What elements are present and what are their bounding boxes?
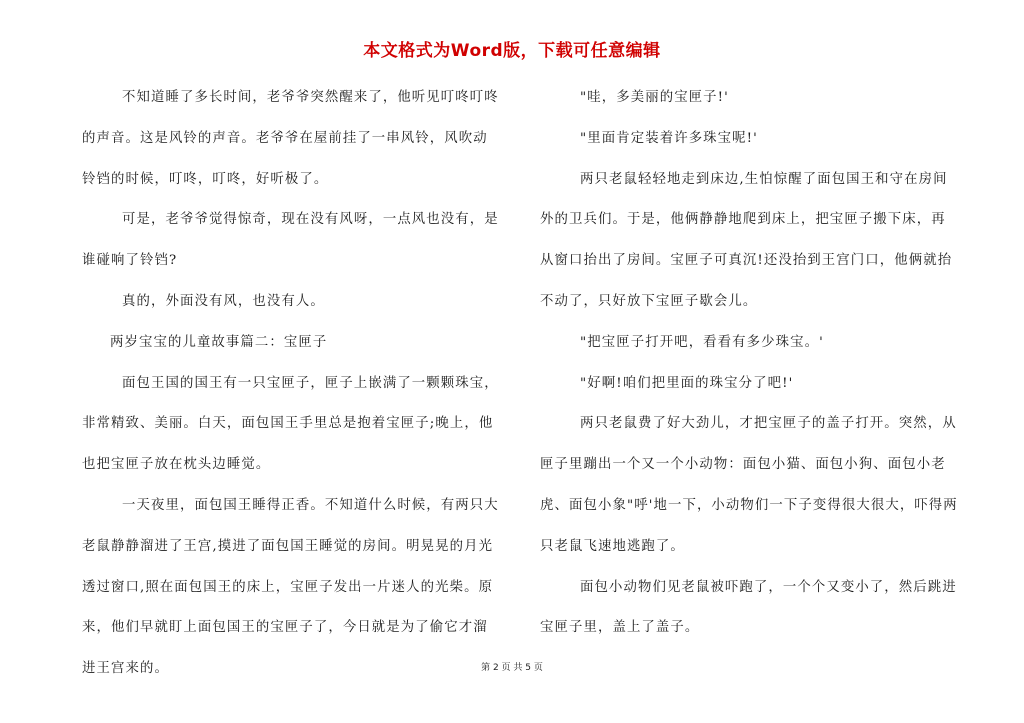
paragraph: 面包小动物们见老鼠被吓跑了，一个个又变小了，然后跳进宝匣子里，盖上了盖子。: [540, 579, 957, 636]
dialogue-line: "里面肯定装着许多珠宝呢!': [580, 130, 758, 146]
dialogue-line: "把宝匣子打开吧，看看有多少珠宝。': [580, 334, 824, 350]
left-text-column: [82, 78, 500, 690]
paragraph: 不知道睡了多长时间，老爷爷突然醒来了，他听见叮咚叮咚的声音。这是风铃的声音。老爷爷在屋前挂了一串风铃，风吹动铃铛的时候，叮咚，叮咚，好听极了。: [82, 90, 499, 187]
paragraph: 可是，老爷爷觉得惊奇，现在没有风呀，一点风也没有，是谁碰响了铃铛?: [82, 212, 499, 269]
dialogue-line: "哇，多美丽的宝匣子!': [580, 90, 729, 105]
paragraph: 一天夜里，面包国王睡得正香。不知道什么时候，有两只大老鼠静静溜进了王宫,摸进了面包国王睡觉的房间。明晃晃的月光透过窗口,照在面包国王的床上，宝匣子发出一片迷人的光柴。原来，他们早就盯上面包国王的宝匣子了，今日就是为了偷它才溜进王宫来的。: [82, 497, 499, 677]
right-text-column: [540, 78, 958, 649]
paragraph: 两只老鼠轻轻地走到床边,生怕惊醒了面包国王和守在房间外的卫兵们。于是，他俩静静地爬到床上，把宝匣子搬下床，再从窗口抬出了房间。宝匣子可真沉!还没抬到王宫门口，他俩就抬不动了，只好放下宝匣子歇会儿。: [540, 171, 953, 309]
page-number-footer: 第 2 页 共 5 页: [481, 663, 543, 673]
section-title: 两岁宝宝的儿童故事篇二：宝匣子: [110, 334, 328, 350]
paragraph: 两只老鼠费了好大劲儿，才把宝匣子的盖子打开。突然，从匣子里蹦出一个又一个小动物：面包小猫、面包小狗、面包小老虎、面包小象"呼'地一下，小动物们一下子变得很大很大，吓得两只老鼠飞速地逃跑了。: [540, 416, 958, 554]
dialogue-line: "好啊!咱们把里面的珠宝分了吧!': [580, 375, 794, 391]
paragraph: 真的，外面没有风，也没有人。: [122, 293, 325, 309]
paragraph: 面包王国的国王有一只宝匣子，匣子上嵌满了一颗颗珠宝，非常精致、美丽。白天，面包国王手里总是抱着宝匣子;晚上，他也把宝匣子放在枕头边睡觉。: [82, 375, 499, 473]
document-watermark-header: 本文格式为Word版，下载可任意编辑: [363, 41, 661, 61]
